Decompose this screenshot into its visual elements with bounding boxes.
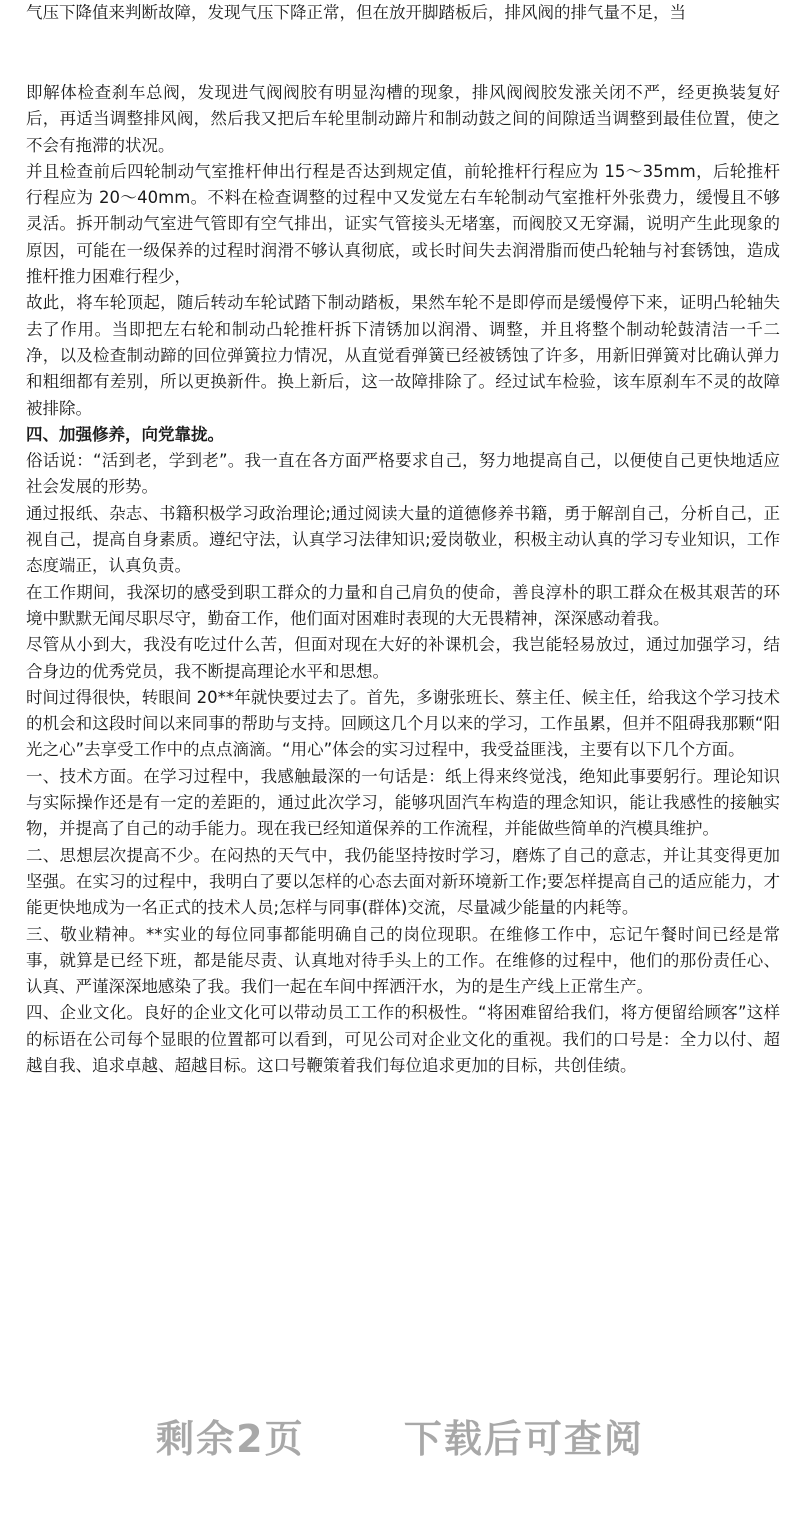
paragraph: 在工作期间，我深切的感受到职工群众的力量和自己肩负的使命，善良淳朴的职工群众在极其艰苦的环境中默默无闻尽职尽守，勤奋工作，他们面对困难时表现的大无畏精神，深深感动着我。	[26, 582, 780, 628]
paragraph: 通过报纸、杂志、书籍积极学习政治理论;通过阅读大量的道德修养书籍，勇于解剖自己，分析自己，正视自己，提高自身素质。遵纪守法，认真学习法律知识;爱岗敬业，积极主动认真的学习专业知识，工作态度端正，认真负责。	[26, 503, 780, 576]
paragraph: 即解体检查刹车总阀，发现进气阀阀胶有明显沟槽的现象，排风阀阀胶发涨关闭不严，经更换装复好后，再适当调整排风阀，然后我又把后车轮里制动蹄片和制动鼓之间的间隙适当调整到最佳位置，使之不会有拖滞的状况。	[26, 83, 780, 155]
continued-text-line: 气压下降值来判断故障，发现气压下降正常，但在放开脚踏板后，排风阀的排气量不足，当	[26, 3, 686, 22]
section-heading: 四、加强修养，向党靠拢。	[26, 424, 224, 444]
paragraph: 尽管从小到大，我没有吃过什么苦，但面对现在大好的补课机会，我岂能轻易放过，通过加强学习，结合身边的优秀党员，我不断提高理论水平和思想。	[26, 635, 780, 681]
download-to-view-label: 下载后可查阅	[403, 1417, 644, 1461]
remaining-pages-label: 剩余2页	[156, 1417, 305, 1461]
paragraph: 三、敬业精神。**实业的每位同事都能明确自己的岗位现职。在维修工作中，忘记午餐时间已经是常事，就算是已经下班，都是能尽责、认真地对待手头上的工作。在维修的过程中，他们的那份责任心、认真、严谨深深地感染了我。我们一起在车间中挥洒汗水，为的是生产线上正常生产。	[26, 924, 780, 997]
paragraph: 一、技术方面。在学习过程中，我感触最深的一句话是：纸上得来终觉浅，绝知此事要躬行。理论知识与实际操作还是有一定的差距的，通过此次学习，能够巩固汽车构造的理念知识，能让我感性的接触实物，并提高了自己的动手能力。现在我已经知道保养的工作流程，并能做些简单的汽模具维护。	[26, 766, 780, 839]
paragraph: 时间过得很快，转眼间 20**年就快要过去了。首先，多谢张班长、蔡主任、候主任，给我这个学习技术的机会和这段时间以来同事的帮助与支持。回顾这几个月以来的学习，工作虽累，但并不阻碍我那颗“阳光之心”去享受工作中的点点滴滴。“用心”体会的实习过程中，我受益匪浅，主要有以下几个方面。	[26, 687, 780, 760]
download-prompt[interactable]	[0, 1408, 800, 1463]
paragraph: 二、思想层次提高不少。在闷热的天气中，我仍能坚持按时学习，磨炼了自己的意志，并让其变得更加坚强。在实习的过程中，我明白了要以怎样的心态去面对新环境新工作;要怎样提高自己的适应能力，才能更快地成为一名正式的技术人员;怎样与同事(群体)交流，尽量减少能量的内耗等。	[26, 845, 780, 918]
paragraph: 并且检查前后四轮制动气室推杆伸出行程是否达到规定值，前轮推杆行程应为 15～35mm，后轮推杆行程应为 20～40mm。不料在检查调整的过程中又发觉左右车轮制动气室推杆外张费力，缓慢且不够灵活。拆开制动气室进气管即有空气排出，证实气管接头无堵塞，而阀胶又无穿漏，说明产生此现象的原因，可能在一级保养的过程时润滑不够认真彻底，或长时间失去润滑脂而使凸轮轴与衬套锈蚀，造成推杆推力困难行程少，	[26, 161, 780, 287]
paragraph: 俗话说：“活到老，学到老”。我一直在各方面严格要求自己，努力地提高自己，以便使自己更快地适应社会发展的形势。	[26, 451, 780, 497]
paragraph: 故此，将车轮顶起，随后转动车轮试踏下制动踏板，果然车轮不是即停而是缓慢停下来，证明凸轮轴失去了作用。当即把左右轮和制动凸轮推杆拆下清锈加以润滑、调整，并且将整个制动轮鼓清洁一千二净，以及检查制动蹄的回位弹簧拉力情况，从直觉看弹簧已经被锈蚀了许多，用新旧弹簧对比确认弹力和粗细都有差别，所以更换新件。换上新后，这一故障排除了。经过试车检验，该车原刹车不灵的故障被排除。	[26, 293, 780, 418]
document-body	[26, 80, 780, 1079]
paragraph: 四、企业文化。良好的企业文化可以带动员工工作的积极性。“将困难留给我们，将方便留给顾客”这样的标语在公司每个显眼的位置都可以看到，可见公司对企业文化的重视。我们的口号是：全力以付、超越自我、追求卓越、超越目标。这口号鞭策着我们每位追求更加的目标，共创佳绩。	[26, 1003, 780, 1075]
